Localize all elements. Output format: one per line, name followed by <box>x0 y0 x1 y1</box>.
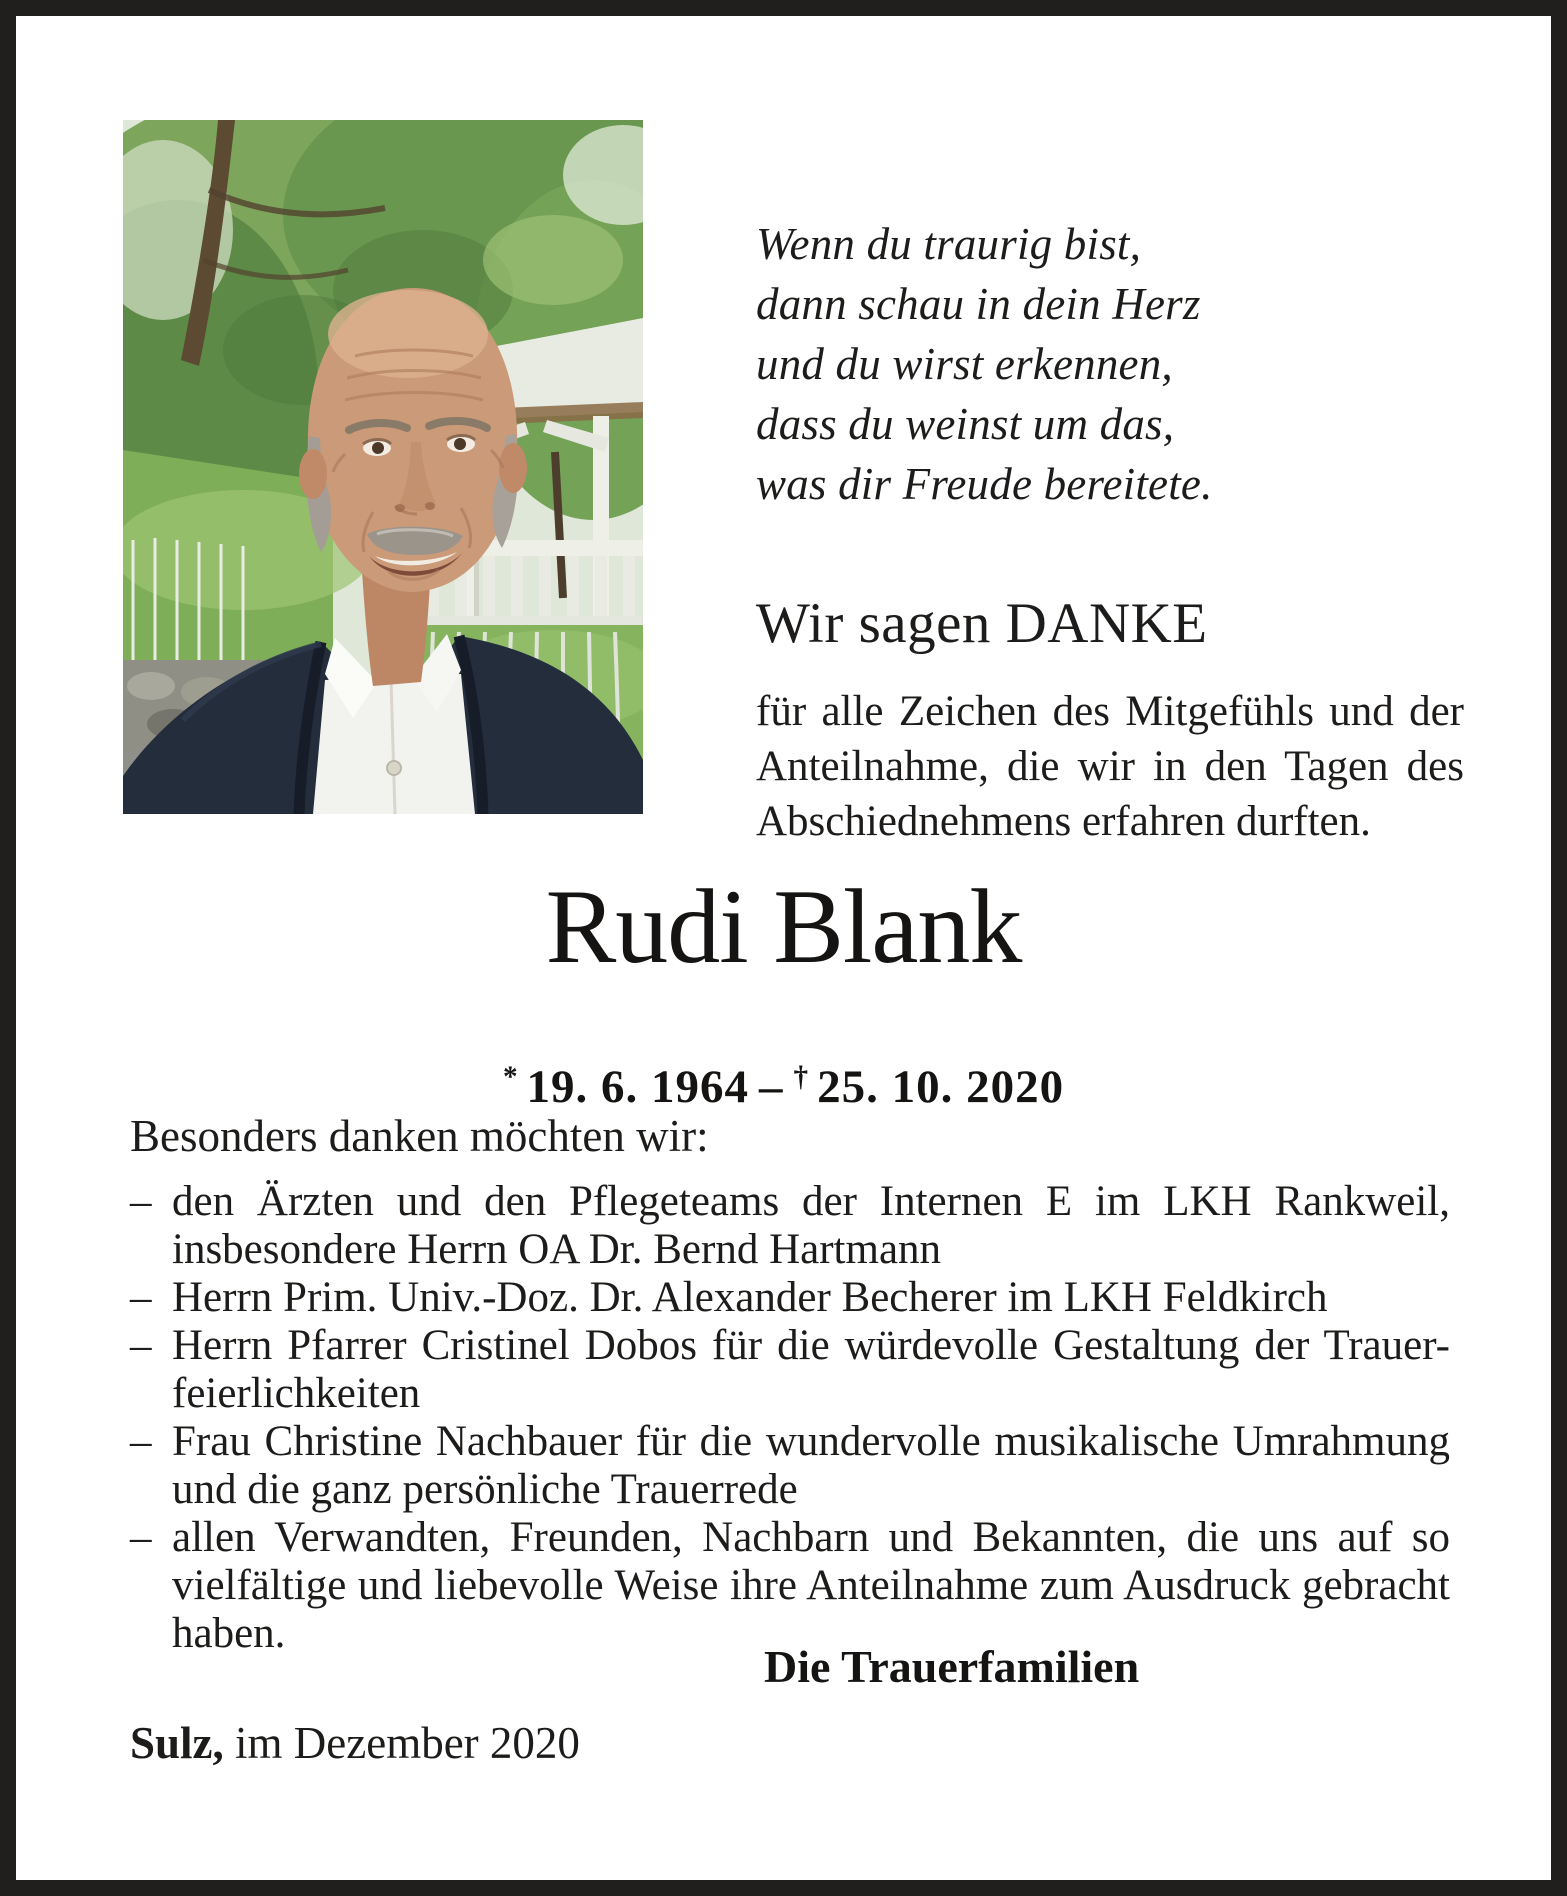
item-line: Herrn Pfarrer Cristinel Dobos für die würdevolle Gestaltung der Trauer- <box>172 1322 1450 1369</box>
special-thanks-list <box>130 1178 1450 1658</box>
item-bullet: – <box>130 1322 152 1369</box>
death-cross-icon: † <box>793 1061 810 1093</box>
birth-star-icon: * <box>502 1061 519 1093</box>
list-item <box>130 1418 1450 1514</box>
portrait-illustration <box>123 120 643 814</box>
thanks-paragraph-line: Anteilnahme, die wir in den Tagen des <box>756 743 1464 790</box>
signature: Die Trauerfamilien <box>764 1641 1140 1692</box>
item-line: allen Verwandten, Freunden, Nachbarn und Bekannten, die uns auf so <box>172 1514 1450 1561</box>
place-name: Sulz, <box>130 1718 224 1768</box>
item-line: insbesondere Herrn OA Dr. Bernd Hartmann <box>172 1226 942 1273</box>
item-bullet: – <box>130 1274 152 1321</box>
list-item <box>130 1322 1450 1418</box>
item-bullet: – <box>130 1418 152 1465</box>
item-line: Frau Christine Nachbauer für die wundervolle musikalische Umrahmung <box>172 1418 1450 1465</box>
item-line: den Ärzten und den Pflegeteams der Internen E im LKH Rankweil, <box>172 1178 1450 1225</box>
dates-separator: – <box>759 1061 784 1114</box>
list-item <box>130 1514 1450 1658</box>
list-item <box>130 1274 1450 1322</box>
place-date <box>130 1716 580 1770</box>
thanks-paragraph-line: Abschiednehmens erfahren durften. <box>756 798 1371 845</box>
thanks-paragraph <box>756 684 1464 849</box>
poem-line: Wenn du traurig bist, <box>756 219 1142 269</box>
poem <box>756 214 1213 514</box>
poem-line: und du wirst erkennen, <box>756 339 1173 389</box>
memorial-card <box>16 16 1551 1880</box>
life-dates <box>16 1050 1551 1114</box>
poem-line: dass du weinst um das, <box>756 399 1175 449</box>
item-line: vielfältige und liebevolle Weise ihre Anteilnahme zum Ausdruck gebracht <box>172 1562 1450 1609</box>
deceased-name: Rudi Blank <box>545 868 1022 985</box>
item-line: Herrn Prim. Univ.-Doz. Dr. Alexander Becherer im LKH Feldkirch <box>172 1274 1328 1321</box>
item-line: feierlichkeiten <box>172 1370 421 1417</box>
list-item <box>130 1178 1450 1274</box>
poem-line: dann schau in dein Herz <box>756 279 1201 329</box>
birth-date: 19. 6. 1964 <box>526 1061 749 1114</box>
thanks-paragraph-line: für alle Zeichen des Mitgefühls und der <box>756 688 1464 735</box>
item-line: haben. <box>172 1610 286 1657</box>
item-line: und die ganz persönliche Trauerrede <box>172 1466 798 1513</box>
portrait-photo <box>123 120 643 814</box>
item-bullet: – <box>130 1178 152 1225</box>
poem-line: was dir Freude bereitete. <box>756 459 1213 509</box>
item-bullet: – <box>130 1514 152 1561</box>
date-text: im Dezember 2020 <box>223 1718 580 1768</box>
death-date: 25. 10. 2020 <box>817 1061 1065 1114</box>
thanks-heading: Wir sagen DANKE <box>756 592 1208 655</box>
special-thanks-heading: Besonders danken möchten wir: <box>130 1111 709 1161</box>
